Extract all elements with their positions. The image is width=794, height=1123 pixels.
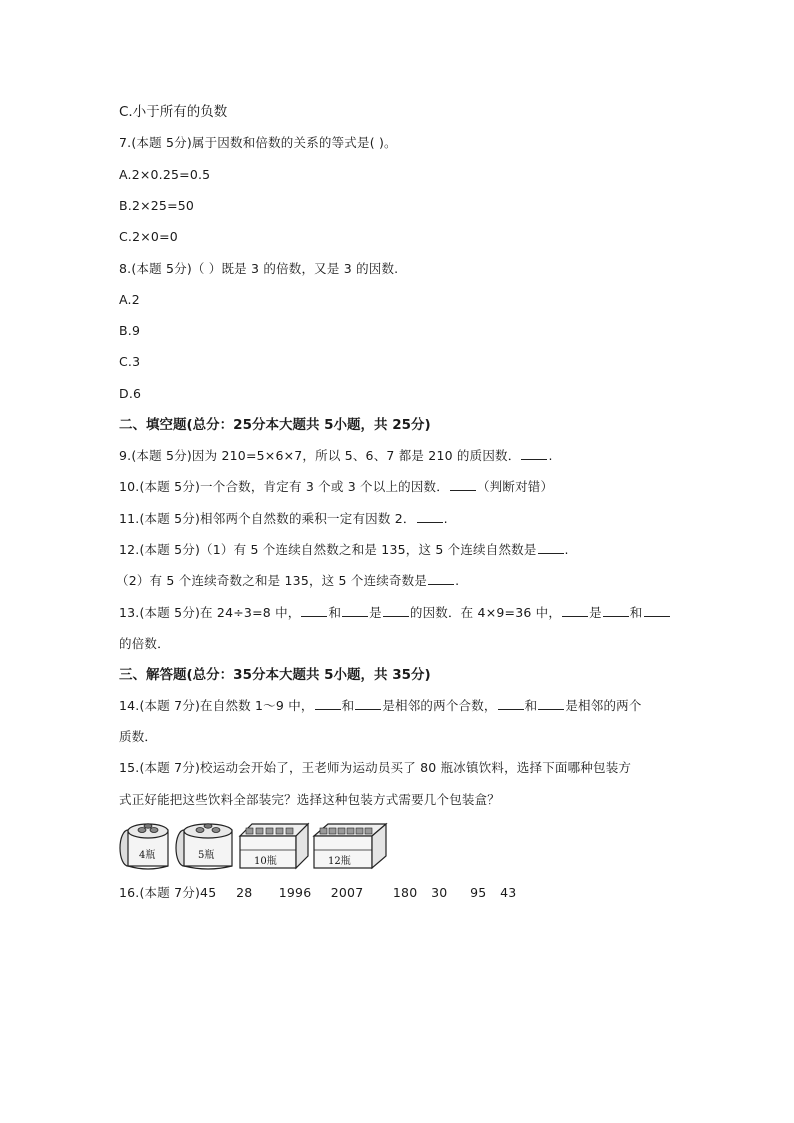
question-11-end: . bbox=[443, 511, 448, 526]
question-15-continued: 式正好能把这些饮料全部装完？选择这种包装方式需要几个包装盒？ bbox=[119, 792, 501, 807]
answer-blank[interactable] bbox=[644, 604, 670, 617]
box-12-package bbox=[314, 824, 386, 868]
question-14-text-4: 和 bbox=[524, 698, 538, 713]
question-13-text-5: 是 bbox=[589, 605, 602, 620]
question-10-text: 10.(本题 5分)一个合数，肯定有 3 个或 3 个以上的因数． bbox=[119, 479, 449, 494]
question-12-end-1: . bbox=[564, 542, 569, 557]
question-12-end-2: . bbox=[455, 573, 460, 588]
answer-blank[interactable] bbox=[450, 478, 476, 491]
answer-blank[interactable] bbox=[355, 697, 381, 710]
box-10-package bbox=[240, 824, 308, 868]
question-12-text-2: （2）有 5 个连续奇数之和是 135，这 5 个连续奇数是 bbox=[116, 573, 428, 588]
package-label: 12瓶 bbox=[328, 856, 351, 867]
question-13-text-3: 是 bbox=[369, 605, 382, 620]
question-12-part-2 bbox=[116, 572, 459, 590]
option-c-q6: C.小于所有的负数 bbox=[119, 104, 228, 120]
option-a-q8: A.2 bbox=[119, 292, 140, 307]
package-label: 10瓶 bbox=[254, 856, 277, 867]
option-c-q7: C.2×0=0 bbox=[119, 229, 178, 244]
question-11-text: 11.(本题 5分)相邻两个自然数的乘积一定有因数 2． bbox=[119, 511, 416, 526]
question-10-suffix: （判断对错） bbox=[476, 479, 554, 494]
answer-blank[interactable] bbox=[342, 604, 368, 617]
question-12-part-1 bbox=[119, 541, 569, 559]
package-label: 4瓶 bbox=[139, 850, 156, 861]
option-a-q7: A.2×0.25=0.5 bbox=[119, 167, 211, 182]
question-16-text: 16.(本题 7分)45 bbox=[119, 885, 217, 900]
answer-blank[interactable] bbox=[562, 604, 588, 617]
answer-blank[interactable] bbox=[383, 604, 409, 617]
packaging-options-figure bbox=[118, 822, 390, 870]
package-label: 5瓶 bbox=[198, 850, 215, 861]
question-15: 15.(本题 7分)校运动会开始了，王老师为运动员买了 80 瓶冰镇饮料，选择下面哪种包装方 bbox=[119, 760, 632, 775]
number-item: 1996 bbox=[278, 885, 312, 900]
question-11 bbox=[119, 510, 448, 528]
answer-blank[interactable] bbox=[521, 447, 547, 460]
question-9 bbox=[119, 447, 553, 465]
question-14 bbox=[119, 697, 642, 715]
number-item: 28 bbox=[236, 885, 253, 900]
answer-blank[interactable] bbox=[315, 697, 341, 710]
answer-blank[interactable] bbox=[301, 604, 327, 617]
answer-blank[interactable] bbox=[538, 541, 564, 554]
question-14-text-2: 和 bbox=[341, 698, 355, 713]
option-c-q8: C.3 bbox=[119, 354, 141, 369]
answer-blank[interactable] bbox=[498, 697, 524, 710]
question-13-text-6: 和 bbox=[629, 605, 643, 620]
option-b-q7: B.2×25=50 bbox=[119, 198, 195, 213]
question-9-end: . bbox=[548, 448, 553, 463]
question-14-text-1: 14.(本题 7分)在自然数 1～9 中， bbox=[119, 698, 314, 713]
number-item: 2007 bbox=[330, 885, 364, 900]
option-d-q8: D.6 bbox=[119, 386, 142, 401]
option-b-q8: B.9 bbox=[119, 323, 141, 338]
question-12-text-1: 12.(本题 5分)（1）有 5 个连续自然数之和是 135，这 5 个连续自然数是 bbox=[119, 542, 537, 557]
section-3-heading: 三、解答题(总分：35分本大题共 5小题，共 35分) bbox=[119, 667, 431, 683]
number-item: 95 bbox=[470, 885, 487, 900]
question-13-text-4: 的因数．在 4×9=36 中， bbox=[409, 605, 562, 620]
question-14-text-3: 是相邻的两个合数， bbox=[382, 698, 497, 713]
answer-blank[interactable] bbox=[428, 572, 454, 585]
answer-blank[interactable] bbox=[603, 604, 629, 617]
answer-blank[interactable] bbox=[417, 510, 443, 523]
question-13-text-1: 13.(本题 5分)在 24÷3=8 中， bbox=[119, 605, 301, 620]
question-13 bbox=[119, 604, 671, 622]
question-14-text-5: 是相邻的两个 bbox=[565, 698, 642, 713]
question-13-continued: 的倍数． bbox=[119, 636, 170, 651]
question-10 bbox=[119, 478, 553, 496]
round-can-5-package bbox=[176, 824, 232, 869]
question-8: 8.(本题 5分)（ ）既是 3 的倍数，又是 3 的因数. bbox=[119, 261, 399, 276]
number-item: 180 bbox=[392, 885, 418, 900]
question-7: 7.(本题 5分)属于因数和倍数的关系的等式是( )。 bbox=[119, 135, 397, 150]
section-2-heading: 二、填空题(总分：25分本大题共 5小题，共 25分) bbox=[119, 417, 431, 433]
number-item: 43 bbox=[500, 885, 517, 900]
question-9-text: 9.(本题 5分)因为 210=5×6×7，所以 5、6、7 都是 210 的质因数． bbox=[119, 448, 521, 463]
question-13-text-2: 和 bbox=[328, 605, 342, 620]
question-16 bbox=[119, 884, 516, 902]
answer-blank[interactable] bbox=[538, 697, 564, 710]
round-can-4-package bbox=[120, 824, 168, 869]
question-14-continued: 质数． bbox=[119, 729, 158, 744]
number-item: 30 bbox=[431, 885, 448, 900]
